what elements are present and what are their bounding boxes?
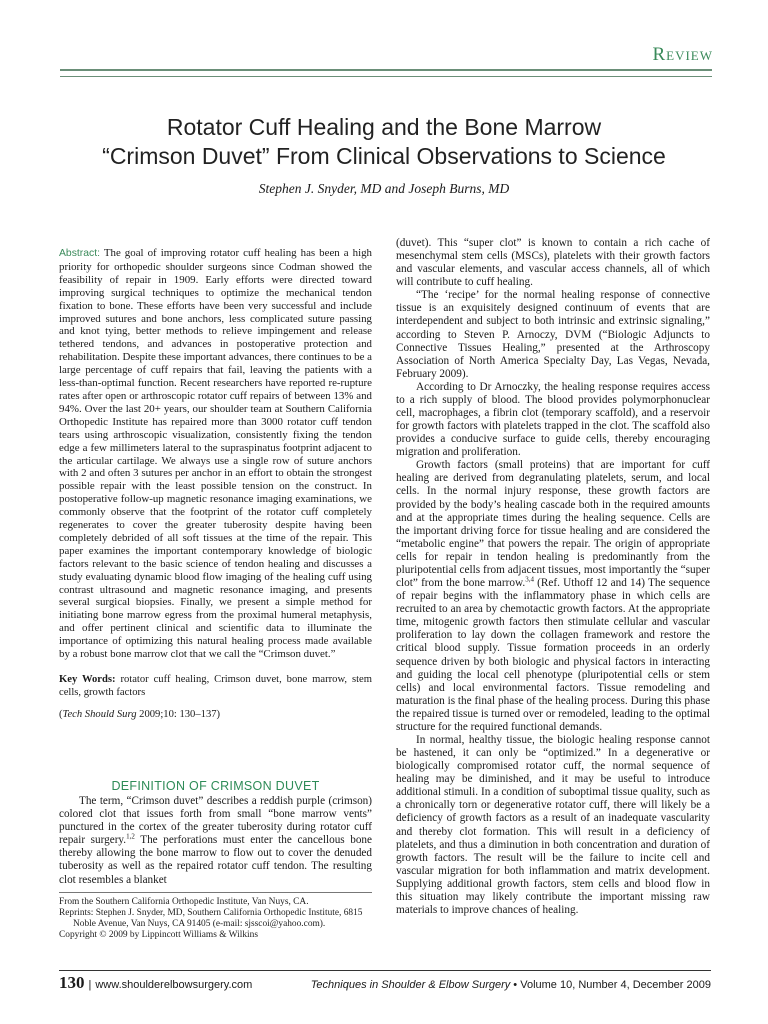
page-footer: 130 | www.shoulderelbowsurgery.com Techniques in Shoulder & Elbow Surgery • Volume 10, Number 4, December 2009: [59, 973, 711, 992]
title-line-2: “Crimson Duvet” From Clinical Observations to Science: [102, 143, 666, 169]
keywords-text: rotator cuff healing, Crimson duvet, bone marrow, stem cells, growth factors: [59, 674, 373, 698]
page-number: 130: [59, 973, 85, 992]
keywords-label: Key Words:: [59, 674, 116, 685]
footnotes: [59, 897, 372, 941]
keywords: [59, 674, 372, 699]
section-heading: DEFINITION OF CRIMSON DUVET: [111, 779, 320, 793]
citation-sup-2: 3,4: [525, 575, 534, 584]
footer-divider: |: [88, 979, 92, 991]
paragraph-growth-b: (Ref. Uthoff 12 and 14) The sequence of repair begins with the inflammatory phase in which cells are recruited to an area by chemotactic growth factors. At the appropriate time, mitogenic growth factors then stimulate cellular and vascular proliferation to lay down the collagen framework and restore the critical blood supply. Tissue formation proceeds in an orderly sequence driven by both biologic and physical factors in interacting and guiding the local cell phenotype (pluripotential cells or stem cells) and local environmental factors. Tissue remodeling and maturation is the final phase of the healing process. During this phase the repaired tissue is turned over or remodeled, leading to the optimal structure for the required functional demands.: [396, 577, 710, 733]
section-text-a: The term, “Crimson duvet” describes a reddish purple (crimson) colored clot that issues forth from small “bone marrow vents” punctured in the cortex of the greater tuberosity during rotator cuff repair surgery.: [59, 795, 372, 847]
right-column: [396, 237, 710, 917]
footnote-affiliation: From the Southern California Orthopedic Institute, Van Nuys, CA.: [59, 897, 309, 907]
footnote-reprints: Reprints: Stephen J. Snyder, MD, Southern California Orthopedic Institute, 6815 Noble Avenue, Van Nuys, CA 91405 (e-mail: sjsscoi@yahoo.com).: [59, 908, 363, 929]
abstract: [59, 247, 372, 661]
citation-rest: 2009;10: 130–137): [136, 709, 221, 720]
abstract-text: The goal of improving rotator cuff healing has been a high priority for orthopedic shoulder surgeons since Codman showed the feasibility of repair in 1909. Early efforts were directed toward improving surgical techniques to optimize the mechanical tendon fixation to bone. These efforts have been very successful and include improved sutures and bone anchors, less complicated suture passing and knot tying, better methods to relieve impingement and release tethered tendons, and advances in postoperative protection and rehabilitation. Despite these important advances, there continues to be a large percentage of cuff repairs that fail, leaving the patients with a less-than-optimal function. Recent researchers have reported re-rupture rates after open or arthroscopic rotator cuff repairs of between 13% and 94%. Over the last 20+ years, our shoulder team at Southern California Orthopedic Institute has repaired more than 3000 rotator cuff tendon tears using arthroscopic visualization, consistently fixing the tendon edge a few millimeters lateral to the supraspinatus footprint adjacent to the articular cartilage. We always use a single row of suture anchors with 2 and often 3 sutures per anchor in an effort to obtain the strongest possible repair with the least possible tension on the construct. In postoperative follow-up magnetic resonance imaging examinations, we commonly observe that the footprint of the rotator cuff completely regenerates to cover the greater tuberosity despite having been completely debrided of all soft tissues at the time of the repair. This paper examines the important contemporary knowledge of biologic factors relevant to the basic science of tendon healing and discusses a study evaluating dynamic blood flow imaging of the healing cuff using contrast ultrasound and magnetic resonance imaging, and presents several surgical biopsies. Finally, we present a simple method for initiating bone marrow egress from the proximal humeral metaphysis, and offer pertinent clinical and scientific data to illuminate the importance of optimizing this natural healing process made available by a robust bone marrow clot that we call the “Crimson duvet.”: [59, 247, 372, 661]
title-line-1: Rotator Cuff Healing and the Bone Marrow: [166, 114, 602, 140]
header-rule-bottom: [60, 76, 712, 77]
footer-rule: [59, 970, 711, 971]
footer-url[interactable]: www.shoulderelbowsurgery.com: [95, 979, 253, 991]
section-text-b: The perforations must enter the cancellous bone thereby allowing the bone marrow to flow out to cover the denuded tuberosity as well as the repaired rotator cuff tendon. The resulting clot resembles a blanket: [59, 834, 372, 886]
abstract-label: Abstract:: [59, 248, 100, 259]
header-rule-top: [60, 69, 712, 71]
paragraph-arnoczky: According to Dr Arnoczky, the healing response requires access to a rich supply of blood. The blood provides polymorphonuclear cell, macrophages, a fibrin clot (temporary scaffold), and a reservoir for growth factors with platelets trapped in the clot. The scaffold also provides a conducive surface to guide cells, thereby encouraging migration and proliferation.: [396, 380, 710, 459]
paragraph-growth-a: Growth factors (small proteins) that are important for cuff healing are derived from degranulating platelets, serum, and local cells. In the normal injury response, these growth factors are provided by the body’s healing cascade both in the required amounts and at the appropriate times during the healing sequence. Cells are the important driving force for tissue healing and are considered the “metabolic engine” that powers the repair. The origin of appropriate cells for repair in tendon healing is predominantly from the pluripotential cells from adjacent tissues, most importantly the “super clot” from the bone marrow.: [396, 459, 710, 590]
footer-issue: Volume 10, Number 4, December 2009: [520, 979, 711, 991]
citation: (Tech Should Surg 2009;10: 130–137): [59, 709, 221, 720]
citation-journal: Tech Should Surg: [62, 709, 137, 720]
section-label: Review: [652, 44, 713, 65]
paragraph-normal-tissue: In normal, healthy tissue, the biologic healing response cannot be hastened, it can only be “optimized.” In a degenerative or biologically compromised rotator cuff, the normal sequence of healing may be diminished, and it may be useful to introduce additional stimuli. In a condition of suboptimal tissue quality, such as a chronically torn or degenerative rotator cuff, there will likely be a deficiency of growth factors as a result of an inadequate vascularity and thereby clot formation. This will result in a deficiency of platelets, and thus a diminution in both concentration and duration of growth factors. The result will be the failure to incite cell and vascular migration for both inflammation and matrix development. Supplying additional growth factors, stem cells and blood flow in this situation may likely contribute the important missing raw materials to improve chances of healing.: [396, 733, 710, 916]
authors: Stephen J. Snyder, MD and Joseph Burns, MD: [258, 181, 510, 196]
article-title: [0, 113, 768, 171]
footer-journal: Techniques in Shoulder & Elbow Surgery: [310, 979, 511, 991]
paragraph-duvet: (duvet). This “super clot” is known to contain a rich cache of mesenchymal stem cells (MSCs), platelets with their growth factors and vascular elements, and vascular access channels, all of which will contribute to cuff healing.: [396, 237, 710, 289]
footnote-copyright: Copyright © 2009 by Lippincott Williams & Wilkins: [59, 930, 258, 940]
footnote-rule: [59, 892, 372, 893]
paragraph-recipe: “The ‘recipe’ for the normal healing response of connective tissue is an exquisitely designed continuum of events that are interdependent and subject to both intrinsic and extrinsic signaling,” according to Steven P. Arnoczy, DVM (“Biologic Adjuncts to Connective Tissues Healing,” presented at the Arthroscopy Association of North America Specialty Day, Las Vegas, Nevada, February 2009).: [396, 289, 710, 380]
section-paragraph: [59, 795, 372, 887]
citation-sup: 1,2: [126, 832, 135, 841]
